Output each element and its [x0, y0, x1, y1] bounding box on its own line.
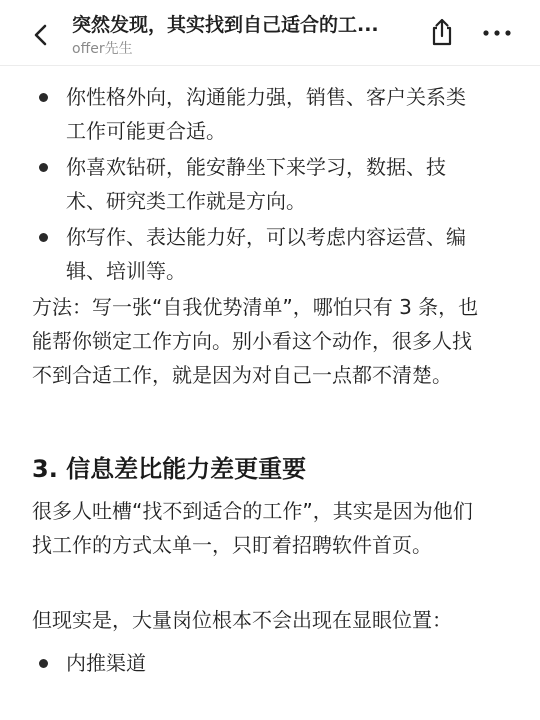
top-navigation-bar	[0, 0, 540, 66]
list-item-text	[66, 80, 506, 148]
more-options-button[interactable]	[482, 20, 512, 46]
bullet-dot	[39, 233, 48, 242]
text-line: 不到合适工作，就是因为对自己一点都不清楚。	[32, 363, 452, 387]
bullet-dot	[39, 163, 48, 172]
text-line: 你性格外向，沟通能力强，销售、客户关系类	[66, 85, 466, 109]
text-line: 很多人吐槽“找不到适合的工作”，其实是因为他们	[32, 499, 473, 523]
text-line: 但现实是，大量岗位根本不会出现在显眼位置：	[32, 608, 452, 632]
text-line: 术、研究类工作就是方向。	[66, 189, 306, 213]
complaint-paragraph	[32, 494, 508, 562]
article-title: 突然发现，其实找到自己适合的工...	[72, 14, 379, 36]
text-line: 辑、培训等。	[66, 259, 186, 283]
text-line: 能帮你锁定工作方向。别小看这个动作，很多人找	[32, 329, 472, 353]
share-button[interactable]	[428, 17, 456, 47]
text-line: 你写作、表达能力好，可以考虑内容运营、编	[66, 225, 466, 249]
more-horizontal-icon	[482, 20, 512, 46]
method-paragraph	[32, 290, 508, 392]
text-line: 内推渠道	[66, 651, 146, 675]
text-line: 找工作的方式太单一，只盯着招聘软件首页。	[32, 533, 432, 557]
back-button[interactable]	[26, 20, 56, 50]
chevron-left-icon	[26, 20, 56, 50]
list-item-text	[66, 220, 506, 288]
text-line: 你喜欢钻研，能安静坐下来学习，数据、技	[66, 155, 446, 179]
bullet-dot	[39, 93, 48, 102]
text-line: 工作可能更合适。	[66, 119, 226, 143]
reality-paragraph	[32, 603, 508, 637]
list-item-text	[66, 646, 506, 680]
share-icon	[428, 17, 456, 47]
section-heading: 3. 信息差比能力差更重要	[32, 455, 307, 483]
author-name[interactable]: offer先生	[72, 41, 133, 57]
bullet-dot	[39, 659, 48, 668]
list-item-text	[66, 150, 506, 218]
text-line: 方法：写一张“自我优势清单”，哪怕只有 3 条，也	[32, 295, 479, 319]
